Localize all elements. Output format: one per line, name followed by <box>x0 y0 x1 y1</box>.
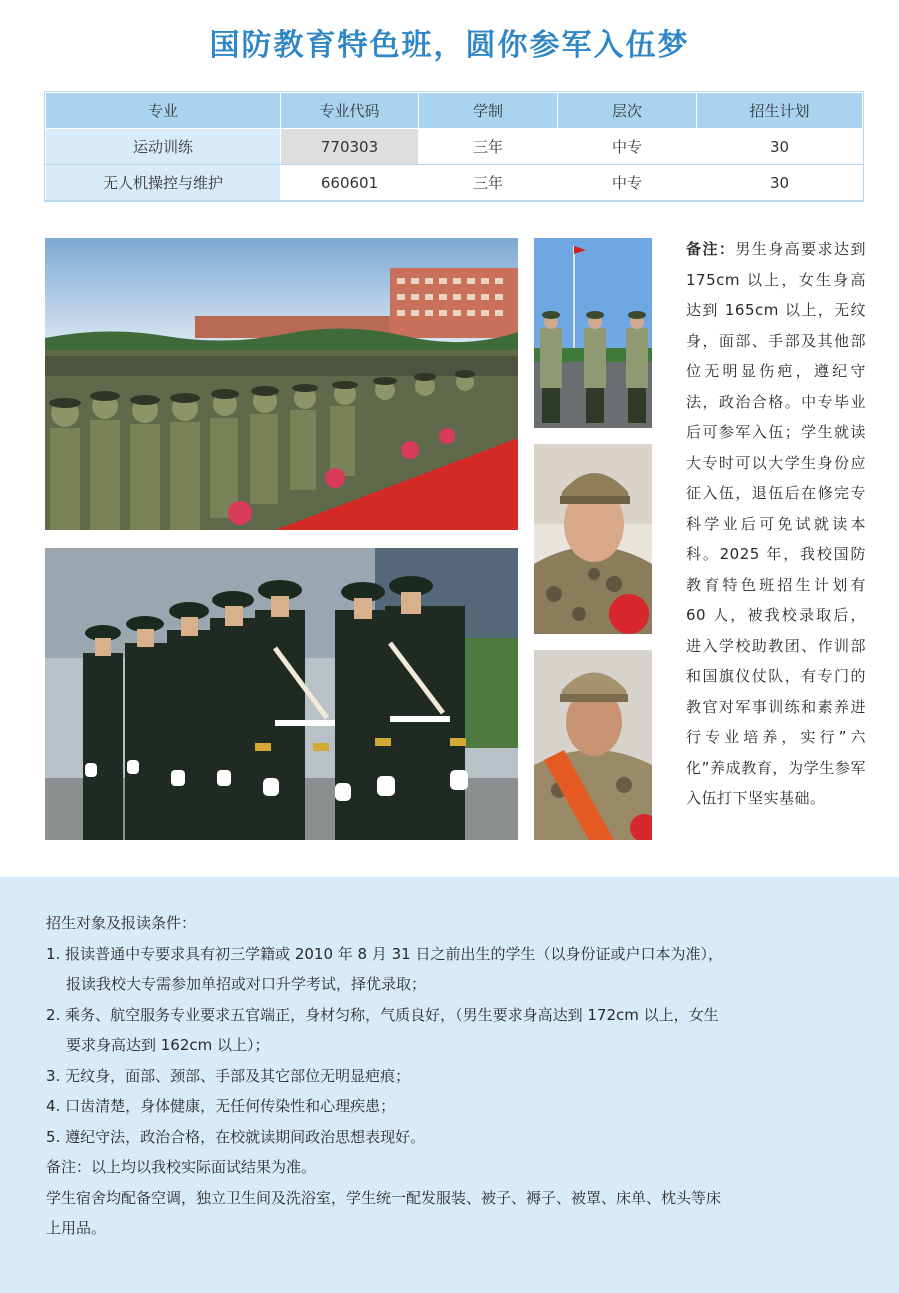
photo-student-portrait-1 <box>534 444 652 634</box>
condition-item: 5. 遵纪守法，政治合格，在校就读期间政治思想表现好。 <box>46 1127 426 1146</box>
conditions-heading: 招生对象及报读条件： <box>46 914 197 932</box>
requirements-note <box>686 234 866 814</box>
enrollment-plan-table <box>45 92 863 201</box>
cell-code: 770303 <box>281 129 419 165</box>
cell-code: 660601 <box>281 165 419 201</box>
note-label: 备注： <box>686 240 736 258</box>
photo-formation-salute <box>45 238 518 530</box>
condition-item: 1. 报读普通中专要求具有初三学籍或 2010 年 8 月 31 日之前出生的学生（以身份证或户口本为准）， <box>46 944 723 963</box>
enrollment-conditions <box>46 908 866 1244</box>
table-row <box>46 165 863 201</box>
photo-honor-guard <box>45 548 518 840</box>
table-row <box>46 129 863 165</box>
header-duration: 学制 <box>419 93 558 129</box>
page-title: 国防教育特色班，圆你参军入伍梦 <box>209 28 690 63</box>
table-header-row <box>46 93 863 129</box>
condition-item: 报读我校大专需参加单招或对口升学考试，择优录取； <box>66 975 427 993</box>
header-code: 专业代码 <box>281 93 419 129</box>
dormitory-info: 学生宿舍均配备空调，独立卫生间及洗浴室，学生统一配发服装、被子、褥子、被罩、床单、枕头等床 <box>46 1188 722 1207</box>
photo-flag-salute <box>534 238 652 428</box>
condition-item: 要求身高达到 162cm 以上）； <box>66 1036 270 1054</box>
condition-item: 4. 口齿清楚，身体健康，无任何传染性和心理疾患； <box>46 1097 396 1115</box>
condition-item: 3. 无纹身，面部、颈部、手部及其它部位无明显疤痕； <box>46 1066 411 1085</box>
conditions-remark: 备注：以上均以我校实际面试结果为准。 <box>46 1158 317 1176</box>
dormitory-info-cont: 上用品。 <box>46 1219 107 1237</box>
cell-duration: 三年 <box>419 165 558 201</box>
header-quota: 招生计划 <box>697 93 863 129</box>
photo-student-portrait-2 <box>534 650 652 840</box>
header-major: 专业 <box>46 93 281 129</box>
cell-quota: 30 <box>697 129 863 165</box>
cell-major: 运动训练 <box>46 129 281 165</box>
cell-level: 中专 <box>558 165 697 201</box>
header-level: 层次 <box>558 93 697 129</box>
cell-major: 无人机操控与维护 <box>46 165 281 201</box>
condition-item: 2. 乘务、航空服务专业要求五官端正，身材匀称，气质良好，（男生要求身高达到 172cm 以上，女生 <box>46 1005 719 1024</box>
cell-quota: 30 <box>697 165 863 201</box>
note-text: 男生身高要求达到175cm 以上，女生身高达到 165cm 以上，无纹身，面部、手部及其他部位无明显伤疤，遵纪守法，政治合格。中专毕业后可参军入伍；学生就读大专时可以大学生身份应征入伍，退伍后在修完专科学业后可免试就读本科。2025 年，我校国防教育特色班招生计划有 60 人，被我校录取后，进入学校助教团、作训部和国旗仪仗队，有专门的教官对军事训练和素养进行专业培养，实行”六化”养成教育，为学生参军入伍打下坚实基础。 <box>686 240 866 807</box>
cell-level: 中专 <box>558 129 697 165</box>
cell-duration: 三年 <box>419 129 558 165</box>
